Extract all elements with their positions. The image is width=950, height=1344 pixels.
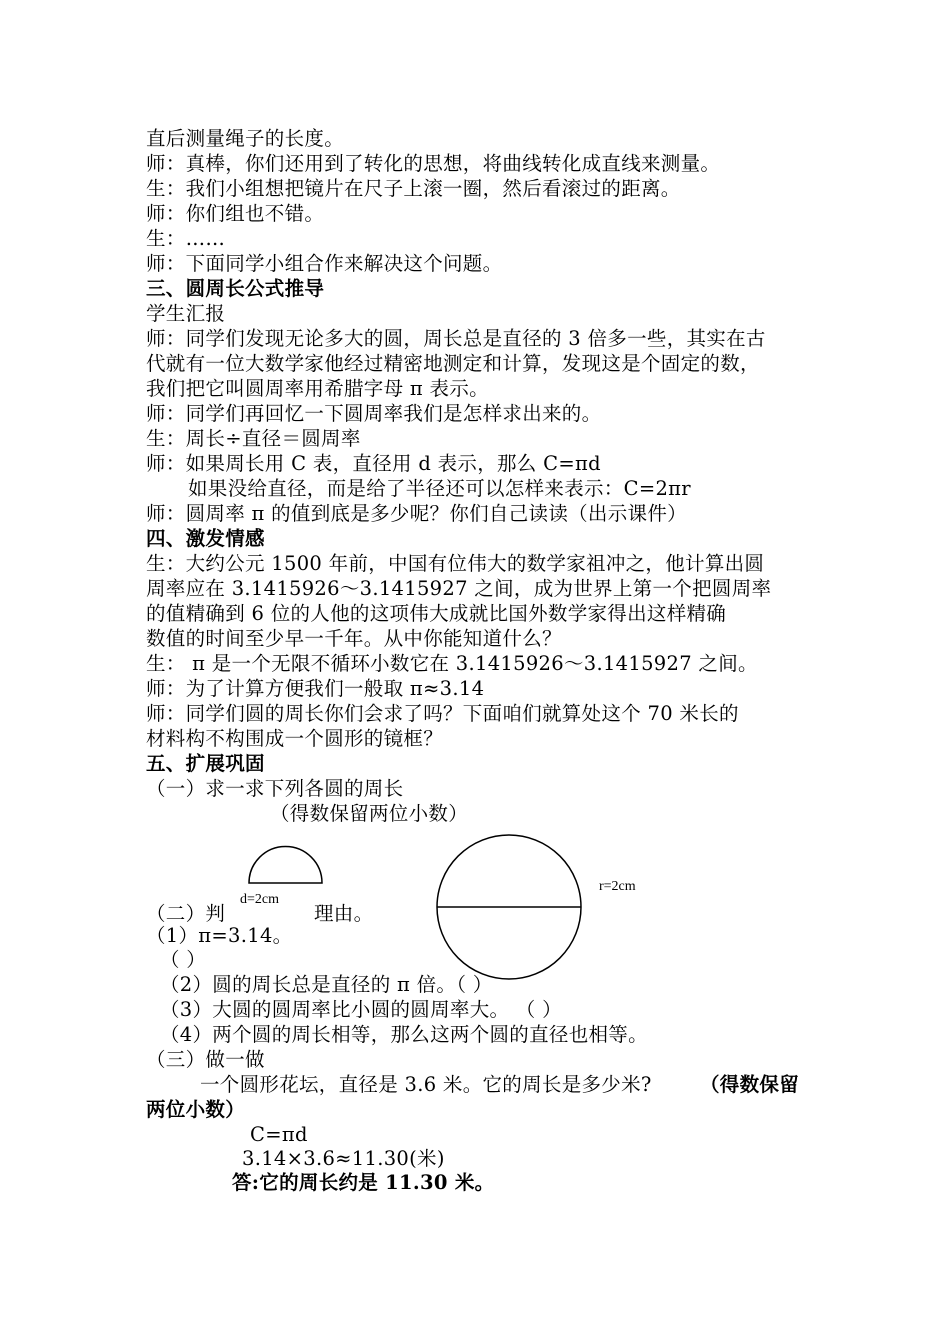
- text-line: （一）求一求下列各圆的周长: [146, 777, 404, 800]
- text-line: 生：……: [146, 227, 226, 250]
- text-line: 师：同学们圆的周长你们会求了吗？下面咱们就算处这个 70 米长的: [146, 702, 739, 725]
- text-line: 材料构不构围成一个圆形的镜框？: [146, 727, 444, 750]
- section-heading: 三、圆周长公式推导: [146, 277, 325, 300]
- circle-mask: [444, 834, 574, 984]
- text-line: 生： π 是一个无限不循环小数它在 3.1415926～3.1415927 之间。: [146, 652, 758, 675]
- text-line: 数值的时间至少早一千年。从中你能知道什么？: [146, 627, 562, 650]
- text-line: 师：同学们发现无论多大的圆，周长总是直径的 3 倍多一些，其实在古: [146, 327, 766, 350]
- text-line: （ ）: [160, 948, 207, 971]
- section-heading: 五、扩展巩固: [146, 752, 265, 775]
- text-line: 理由。: [314, 902, 374, 925]
- text-line: 的值精确到 6 位的人他的这项伟大成就比国外数学家得出这样精确: [146, 602, 727, 625]
- text-line: （得数保留: [700, 1073, 800, 1096]
- semicircle-shape: [249, 847, 322, 884]
- text-line: （1）π=3.14。: [146, 924, 293, 947]
- calculation-line: 3.14×3.6≈11.30(米): [242, 1147, 445, 1170]
- semicircle-label: d=2cm: [240, 892, 279, 907]
- section-heading: 四、激发情感: [146, 527, 265, 550]
- text-line: 周率应在 3.1415926～3.1415927 之间，成为世界上第一个把圆周率: [146, 577, 772, 600]
- text-line: 师：真棒，你们还用到了转化的思想，将曲线转化成直线来测量。: [146, 152, 721, 175]
- text-line: 生：周长÷直径＝圆周率: [146, 427, 361, 450]
- formula-line: C=πd: [250, 1123, 308, 1146]
- text-line: 两位小数）: [146, 1098, 246, 1121]
- text-line: （得数保留两位小数）: [270, 802, 469, 825]
- text-line: 直后测量绳子的长度。: [146, 127, 345, 150]
- text-line: （4）两个圆的周长相等，那么这两个圆的直径也相等。: [160, 1023, 648, 1046]
- text-line: 师：圆周率 π 的值到底是多少呢？你们自己读读（出示课件）: [146, 502, 687, 525]
- answer-line: 答:它的周长约是 11.30 米。: [232, 1171, 495, 1194]
- text-line: 代就有一位大数学家他经过精密地测定和计算，发现这是个固定的数，: [146, 352, 760, 375]
- text-line: 师：你们组也不错。: [146, 202, 325, 225]
- text-line: 如果没给直径，而是给了半径还可以怎样来表示：C=2πr: [188, 477, 691, 500]
- text-line: 生：大约公元 1500 年前，中国有位伟大的数学家祖冲之，他计算出圆: [146, 552, 765, 575]
- text-line: （二）判: [146, 902, 226, 925]
- text-line: （三）做一做: [146, 1048, 265, 1071]
- text-line: 我们把它叫圆周率用希腊字母 π 表示。: [146, 377, 489, 400]
- text-line: （3）大圆的圆周率比小圆的圆周率大。 （ ）: [160, 998, 562, 1021]
- text-line: 师：如果周长用 C 表，直径用 d 表示，那么 C=πd: [146, 452, 601, 475]
- circle-label: r=2cm: [599, 879, 636, 894]
- text-line: 一个圆形花坛，直径是 3.6 米。它的周长是多少米?: [200, 1073, 652, 1096]
- text-line: 生：我们小组想把镜片在尺子上滚一圈，然后看滚过的距离。: [146, 177, 681, 200]
- text-line: 师：下面同学小组合作来解决这个问题。: [146, 252, 503, 275]
- text-line: 师：同学们再回忆一下圆周率我们是怎样求出来的。: [146, 402, 602, 425]
- text-line: 师：为了计算方便我们一般取 π≈3.14: [146, 677, 485, 700]
- text-line: （2）圆的周长总是直径的 π 倍。（ ）: [160, 973, 493, 996]
- text-line: 学生汇报: [146, 302, 226, 325]
